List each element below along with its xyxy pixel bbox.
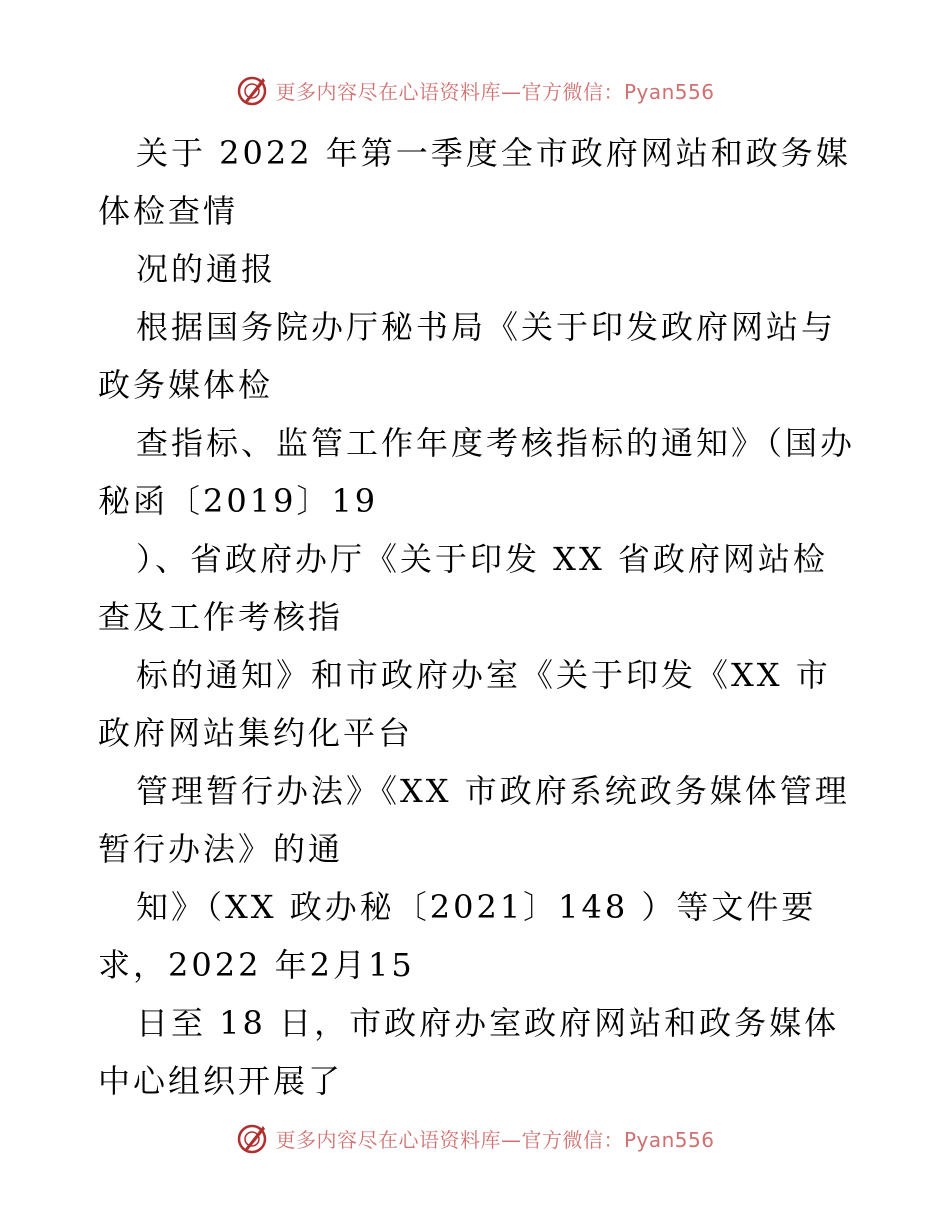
watermark-text: 更多内容尽在心语资料库—官方微信：Pyan556 [275,79,715,104]
paragraph: 查指标、监管工作年度考核指标的通知》（国办秘函〔2019〕19 [98,424,856,520]
paragraph: 日至 18 日，市政府办室政府网站和政务媒体中心组织开展了 [98,1004,840,1100]
paragraph: 关于 2022 年第一季度全市政府网站和政务媒体检查情 [98,134,851,230]
document-body [98,124,858,1110]
paragraph: 标的通知》和市政府办室《关于印发《XX 市政府网站集约化平台 [98,656,831,752]
watermark-header [0,72,950,108]
quill-pen-logo-icon [235,1121,269,1155]
paragraph: 管理暂行办法》《XX 市政府系统政务媒体管理暂行办法》的通 [98,772,850,868]
paragraph: 况的通报 [136,250,277,288]
paragraph: ）、省政府办厅《关于印发 XX 省政府网站检查及工作考核指 [98,540,828,636]
paragraph: 根据国务院办厅秘书局《关于印发政府网站与政务媒体检 [98,308,837,404]
paragraph: 知》（XX 政办秘〔2021〕148 ）等文件要求，2022 年2月15 [98,888,817,984]
quill-pen-logo-icon [235,73,269,107]
watermark-text: 更多内容尽在心语资料库—官方微信：Pyan556 [275,1127,715,1152]
watermark-footer [0,1120,950,1156]
